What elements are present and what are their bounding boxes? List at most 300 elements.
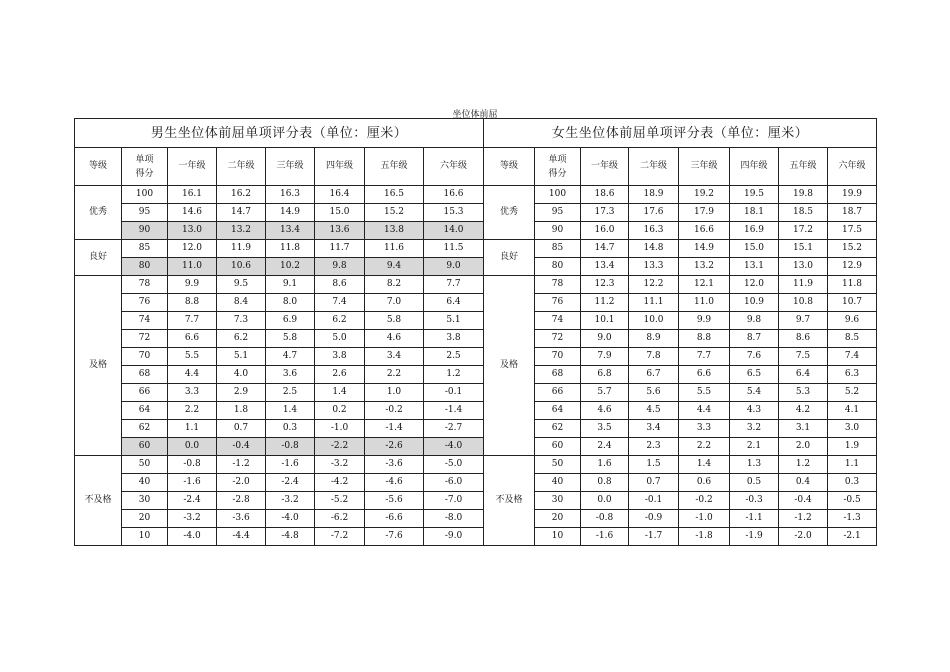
value-cell: 9.8 xyxy=(315,258,365,276)
value-cell: 9.1 xyxy=(266,276,315,294)
value-cell: 17.3 xyxy=(581,204,629,222)
table-title: 女生坐位体前屈单项评分表（单位：厘米） xyxy=(484,119,877,148)
value-cell: -3.2 xyxy=(315,456,365,474)
score-cell: 85 xyxy=(535,240,581,258)
score-header xyxy=(122,148,168,186)
value-cell: -1.6 xyxy=(266,456,315,474)
value-cell: 7.7 xyxy=(168,312,217,330)
value-cell: 1.5 xyxy=(629,456,679,474)
value-cell: 2.4 xyxy=(581,438,629,456)
value-cell: 0.0 xyxy=(581,492,629,510)
value-cell: -2.6 xyxy=(365,438,424,456)
value-cell: 19.5 xyxy=(730,186,779,204)
value-cell: 16.9 xyxy=(730,222,779,240)
value-cell: 7.7 xyxy=(679,348,730,366)
value-cell: -4.2 xyxy=(315,474,365,492)
value-cell: 9.9 xyxy=(168,276,217,294)
grade-level-cell: 良好 xyxy=(75,240,122,276)
value-cell: 0.6 xyxy=(679,474,730,492)
value-cell: 9.0 xyxy=(581,330,629,348)
grade-level-cell: 不及格 xyxy=(75,456,122,546)
table-row xyxy=(75,294,484,312)
value-cell: 12.3 xyxy=(581,276,629,294)
grade-level-cell: 优秀 xyxy=(75,186,122,240)
table-row xyxy=(484,474,877,492)
value-cell: 3.4 xyxy=(629,420,679,438)
value-cell: 13.4 xyxy=(266,222,315,240)
grade-level-cell: 及格 xyxy=(75,276,122,456)
value-cell: 16.4 xyxy=(315,186,365,204)
value-cell: 7.4 xyxy=(828,348,877,366)
score-cell: 40 xyxy=(535,474,581,492)
score-header-line1: 单项 xyxy=(135,154,154,165)
score-cell: 78 xyxy=(122,276,168,294)
value-cell: 12.0 xyxy=(730,276,779,294)
value-cell: 9.4 xyxy=(365,258,424,276)
value-cell: 10.1 xyxy=(581,312,629,330)
value-cell: -9.0 xyxy=(424,528,484,546)
value-cell: 8.9 xyxy=(629,330,679,348)
value-cell: -7.0 xyxy=(424,492,484,510)
value-cell: 0.8 xyxy=(581,474,629,492)
value-cell: 4.0 xyxy=(217,366,266,384)
score-cell: 20 xyxy=(122,510,168,528)
score-cell: 20 xyxy=(535,510,581,528)
value-cell: 2.2 xyxy=(168,402,217,420)
value-cell: 0.7 xyxy=(629,474,679,492)
score-cell: 90 xyxy=(122,222,168,240)
value-cell: 8.6 xyxy=(315,276,365,294)
score-cell: 68 xyxy=(122,366,168,384)
value-cell: 2.1 xyxy=(730,438,779,456)
value-cell: -1.2 xyxy=(779,510,828,528)
value-cell: -1.4 xyxy=(424,402,484,420)
value-cell: 9.6 xyxy=(828,312,877,330)
value-cell: -5.2 xyxy=(315,492,365,510)
table-row xyxy=(484,420,877,438)
table-row xyxy=(484,222,877,240)
value-cell: 1.4 xyxy=(266,402,315,420)
value-cell: 4.6 xyxy=(365,330,424,348)
score-cell: 70 xyxy=(535,348,581,366)
score-cell: 70 xyxy=(122,348,168,366)
value-cell: 15.1 xyxy=(779,240,828,258)
value-cell: -0.8 xyxy=(581,510,629,528)
value-cell: 19.9 xyxy=(828,186,877,204)
value-cell: 3.3 xyxy=(679,420,730,438)
table-row xyxy=(75,240,484,258)
value-cell: -7.2 xyxy=(315,528,365,546)
value-cell: 5.5 xyxy=(679,384,730,402)
value-cell: 1.3 xyxy=(730,456,779,474)
table-title-row xyxy=(75,119,484,148)
value-cell: -2.0 xyxy=(217,474,266,492)
value-cell: 13.1 xyxy=(730,258,779,276)
score-cell: 90 xyxy=(535,222,581,240)
value-cell: 0.0 xyxy=(168,438,217,456)
value-cell: 3.3 xyxy=(168,384,217,402)
value-cell: 1.2 xyxy=(779,456,828,474)
value-cell: 9.7 xyxy=(779,312,828,330)
value-cell: -5.6 xyxy=(365,492,424,510)
value-cell: 16.3 xyxy=(266,186,315,204)
value-cell: 15.0 xyxy=(315,204,365,222)
value-cell: 18.9 xyxy=(629,186,679,204)
table-row xyxy=(484,276,877,294)
value-cell: 5.5 xyxy=(168,348,217,366)
value-cell: 18.1 xyxy=(730,204,779,222)
value-cell: -6.2 xyxy=(315,510,365,528)
value-cell: 0.5 xyxy=(730,474,779,492)
table-row xyxy=(484,312,877,330)
value-cell: 16.0 xyxy=(581,222,629,240)
value-cell: -4.6 xyxy=(365,474,424,492)
value-cell: 2.2 xyxy=(365,366,424,384)
table-row xyxy=(75,438,484,456)
value-cell: 1.9 xyxy=(828,438,877,456)
value-cell: 5.0 xyxy=(315,330,365,348)
year-header: 五年级 xyxy=(779,148,828,186)
value-cell: -0.1 xyxy=(424,384,484,402)
value-cell: 5.3 xyxy=(779,384,828,402)
value-cell: 14.9 xyxy=(679,240,730,258)
value-cell: 1.1 xyxy=(828,456,877,474)
value-cell: 14.0 xyxy=(424,222,484,240)
score-cell: 64 xyxy=(122,402,168,420)
value-cell: -1.6 xyxy=(168,474,217,492)
value-cell: 8.7 xyxy=(730,330,779,348)
value-cell: 1.4 xyxy=(315,384,365,402)
value-cell: -1.6 xyxy=(581,528,629,546)
value-cell: 16.1 xyxy=(168,186,217,204)
value-cell: 15.2 xyxy=(365,204,424,222)
score-cell: 60 xyxy=(122,438,168,456)
year-header: 一年级 xyxy=(168,148,217,186)
score-header-line1: 单项 xyxy=(548,154,567,165)
grade-header: 等级 xyxy=(75,148,122,186)
value-cell: -1.8 xyxy=(679,528,730,546)
value-cell: 7.8 xyxy=(629,348,679,366)
value-cell: -1.4 xyxy=(365,420,424,438)
value-cell: 14.7 xyxy=(581,240,629,258)
table-row xyxy=(484,402,877,420)
value-cell: 11.6 xyxy=(365,240,424,258)
boys-score-table xyxy=(74,118,484,546)
table-row xyxy=(75,348,484,366)
table-row xyxy=(484,366,877,384)
value-cell: 11.8 xyxy=(828,276,877,294)
value-cell: 13.0 xyxy=(168,222,217,240)
value-cell: -7.6 xyxy=(365,528,424,546)
value-cell: 2.9 xyxy=(217,384,266,402)
score-cell: 50 xyxy=(535,456,581,474)
value-cell: -0.9 xyxy=(629,510,679,528)
value-cell: 4.4 xyxy=(168,366,217,384)
table-row xyxy=(484,330,877,348)
value-cell: 1.6 xyxy=(581,456,629,474)
score-cell: 76 xyxy=(535,294,581,312)
year-header: 四年级 xyxy=(730,148,779,186)
value-cell: 6.3 xyxy=(828,366,877,384)
value-cell: 1.4 xyxy=(679,456,730,474)
table-row xyxy=(75,420,484,438)
table-row xyxy=(75,492,484,510)
table-row xyxy=(484,204,877,222)
table-row xyxy=(484,528,877,546)
value-cell: 6.5 xyxy=(730,366,779,384)
score-cell: 80 xyxy=(122,258,168,276)
table-row xyxy=(484,510,877,528)
value-cell: 13.3 xyxy=(629,258,679,276)
value-cell: 3.6 xyxy=(266,366,315,384)
value-cell: -1.2 xyxy=(217,456,266,474)
table-row xyxy=(75,222,484,240)
value-cell: 3.8 xyxy=(424,330,484,348)
table-row xyxy=(75,384,484,402)
value-cell: 2.0 xyxy=(779,438,828,456)
value-cell: 0.2 xyxy=(315,402,365,420)
table-title-row xyxy=(484,119,877,148)
value-cell: 9.5 xyxy=(217,276,266,294)
value-cell: 2.5 xyxy=(424,348,484,366)
score-header xyxy=(535,148,581,186)
score-cell: 85 xyxy=(122,240,168,258)
value-cell: -0.8 xyxy=(168,456,217,474)
value-cell: 13.0 xyxy=(779,258,828,276)
value-cell: 4.4 xyxy=(679,402,730,420)
value-cell: 8.8 xyxy=(679,330,730,348)
value-cell: 1.0 xyxy=(365,384,424,402)
table-row xyxy=(484,186,877,204)
score-cell: 72 xyxy=(122,330,168,348)
value-cell: 1.8 xyxy=(217,402,266,420)
value-cell: 15.3 xyxy=(424,204,484,222)
value-cell: 7.0 xyxy=(365,294,424,312)
value-cell: 13.8 xyxy=(365,222,424,240)
value-cell: 0.4 xyxy=(779,474,828,492)
value-cell: 6.4 xyxy=(779,366,828,384)
value-cell: 11.1 xyxy=(629,294,679,312)
value-cell: 19.2 xyxy=(679,186,730,204)
value-cell: 5.8 xyxy=(266,330,315,348)
year-header: 六年级 xyxy=(424,148,484,186)
value-cell: 3.2 xyxy=(730,420,779,438)
value-cell: -0.4 xyxy=(779,492,828,510)
value-cell: 2.6 xyxy=(315,366,365,384)
value-cell: 5.1 xyxy=(217,348,266,366)
score-cell: 40 xyxy=(122,474,168,492)
table-row xyxy=(75,276,484,294)
value-cell: 6.2 xyxy=(315,312,365,330)
value-cell: 11.5 xyxy=(424,240,484,258)
score-cell: 30 xyxy=(122,492,168,510)
value-cell: 15.0 xyxy=(730,240,779,258)
score-cell: 100 xyxy=(122,186,168,204)
value-cell: 18.7 xyxy=(828,204,877,222)
value-cell: -8.0 xyxy=(424,510,484,528)
grade-level-cell: 优秀 xyxy=(484,186,535,240)
table-row xyxy=(75,258,484,276)
value-cell: -4.0 xyxy=(424,438,484,456)
table-row xyxy=(484,294,877,312)
document-title: 坐位体前屈 xyxy=(452,110,498,120)
value-cell: -3.2 xyxy=(168,510,217,528)
value-cell: 8.8 xyxy=(168,294,217,312)
value-cell: 5.4 xyxy=(730,384,779,402)
value-cell: 13.2 xyxy=(217,222,266,240)
value-cell: 9.8 xyxy=(730,312,779,330)
value-cell: 17.2 xyxy=(779,222,828,240)
value-cell: -1.0 xyxy=(679,510,730,528)
value-cell: 7.3 xyxy=(217,312,266,330)
value-cell: 14.9 xyxy=(266,204,315,222)
score-header-line2: 得分 xyxy=(548,168,567,179)
value-cell: 15.2 xyxy=(828,240,877,258)
table-row xyxy=(75,366,484,384)
value-cell: -0.2 xyxy=(365,402,424,420)
value-cell: 2.5 xyxy=(266,384,315,402)
value-cell: -1.1 xyxy=(730,510,779,528)
table-row xyxy=(484,384,877,402)
value-cell: -2.2 xyxy=(315,438,365,456)
value-cell: -0.8 xyxy=(266,438,315,456)
value-cell: -4.8 xyxy=(266,528,315,546)
value-cell: -1.0 xyxy=(315,420,365,438)
value-cell: -1.3 xyxy=(828,510,877,528)
score-cell: 68 xyxy=(535,366,581,384)
value-cell: 6.4 xyxy=(424,294,484,312)
value-cell: 6.9 xyxy=(266,312,315,330)
value-cell: 3.1 xyxy=(779,420,828,438)
value-cell: 3.0 xyxy=(828,420,877,438)
year-header: 三年级 xyxy=(679,148,730,186)
value-cell: -2.8 xyxy=(217,492,266,510)
table-row xyxy=(484,438,877,456)
value-cell: 1.2 xyxy=(424,366,484,384)
value-cell: -2.4 xyxy=(266,474,315,492)
table-row xyxy=(75,510,484,528)
score-header-line2: 得分 xyxy=(135,168,154,179)
score-cell: 95 xyxy=(535,204,581,222)
score-cell: 74 xyxy=(535,312,581,330)
value-cell: 5.7 xyxy=(581,384,629,402)
value-cell: 5.6 xyxy=(629,384,679,402)
value-cell: 3.8 xyxy=(315,348,365,366)
value-cell: 2.2 xyxy=(679,438,730,456)
score-cell: 80 xyxy=(535,258,581,276)
value-cell: -3.2 xyxy=(266,492,315,510)
value-cell: 10.0 xyxy=(629,312,679,330)
value-cell: 7.4 xyxy=(315,294,365,312)
table-row xyxy=(75,456,484,474)
table-row xyxy=(484,348,877,366)
value-cell: 13.4 xyxy=(581,258,629,276)
value-cell: 16.2 xyxy=(217,186,266,204)
grade-level-cell: 及格 xyxy=(484,276,535,456)
table-row xyxy=(484,456,877,474)
year-header: 四年级 xyxy=(315,148,365,186)
score-cell: 72 xyxy=(535,330,581,348)
value-cell: -4.0 xyxy=(168,528,217,546)
value-cell: 8.6 xyxy=(779,330,828,348)
value-cell: -5.0 xyxy=(424,456,484,474)
value-cell: 13.2 xyxy=(679,258,730,276)
value-cell: 12.9 xyxy=(828,258,877,276)
value-cell: -2.1 xyxy=(828,528,877,546)
value-cell: -0.2 xyxy=(679,492,730,510)
value-cell: 12.0 xyxy=(168,240,217,258)
score-cell: 100 xyxy=(535,186,581,204)
score-cell: 95 xyxy=(122,204,168,222)
value-cell: -2.7 xyxy=(424,420,484,438)
value-cell: 17.9 xyxy=(679,204,730,222)
value-cell: -0.5 xyxy=(828,492,877,510)
value-cell: 10.9 xyxy=(730,294,779,312)
score-cell: 10 xyxy=(535,528,581,546)
value-cell: 10.8 xyxy=(779,294,828,312)
value-cell: 11.9 xyxy=(779,276,828,294)
value-cell: 6.2 xyxy=(217,330,266,348)
value-cell: 8.4 xyxy=(217,294,266,312)
value-cell: 17.5 xyxy=(828,222,877,240)
value-cell: 11.0 xyxy=(679,294,730,312)
score-cell: 66 xyxy=(535,384,581,402)
score-cell: 60 xyxy=(535,438,581,456)
score-cell: 76 xyxy=(122,294,168,312)
value-cell: 19.8 xyxy=(779,186,828,204)
value-cell: 8.5 xyxy=(828,330,877,348)
value-cell: 14.6 xyxy=(168,204,217,222)
value-cell: 0.3 xyxy=(266,420,315,438)
value-cell: 9.0 xyxy=(424,258,484,276)
value-cell: 2.3 xyxy=(629,438,679,456)
value-cell: -4.0 xyxy=(266,510,315,528)
value-cell: 12.1 xyxy=(679,276,730,294)
value-cell: 7.9 xyxy=(581,348,629,366)
table-row xyxy=(75,330,484,348)
value-cell: 5.1 xyxy=(424,312,484,330)
year-header: 二年级 xyxy=(217,148,266,186)
value-cell: -0.3 xyxy=(730,492,779,510)
value-cell: 9.9 xyxy=(679,312,730,330)
value-cell: 8.0 xyxy=(266,294,315,312)
value-cell: 7.6 xyxy=(730,348,779,366)
value-cell: 11.9 xyxy=(217,240,266,258)
value-cell: 11.8 xyxy=(266,240,315,258)
value-cell: -1.7 xyxy=(629,528,679,546)
value-cell: 6.6 xyxy=(168,330,217,348)
value-cell: -6.6 xyxy=(365,510,424,528)
value-cell: 16.5 xyxy=(365,186,424,204)
value-cell: 8.2 xyxy=(365,276,424,294)
value-cell: 6.6 xyxy=(679,366,730,384)
value-cell: -4.4 xyxy=(217,528,266,546)
score-cell: 64 xyxy=(535,402,581,420)
score-cell: 78 xyxy=(535,276,581,294)
year-header: 二年级 xyxy=(629,148,679,186)
grade-header: 等级 xyxy=(484,148,535,186)
value-cell: 0.7 xyxy=(217,420,266,438)
year-header: 一年级 xyxy=(581,148,629,186)
value-cell: -2.0 xyxy=(779,528,828,546)
table-row xyxy=(484,240,877,258)
table-row xyxy=(75,474,484,492)
value-cell: 16.6 xyxy=(424,186,484,204)
table-row xyxy=(75,204,484,222)
table-row xyxy=(484,492,877,510)
year-header: 六年级 xyxy=(828,148,877,186)
score-cell: 10 xyxy=(122,528,168,546)
